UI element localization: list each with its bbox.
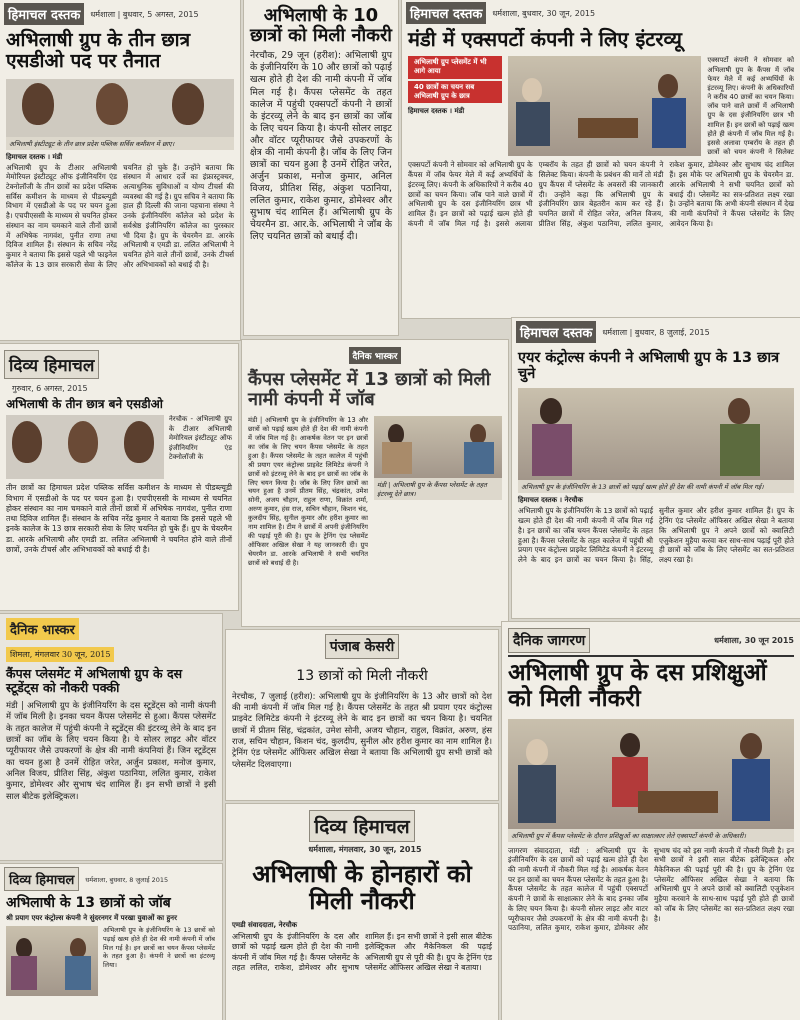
article-body: तीन छात्रों का हिमाचल प्रदेश पब्लिक सर्विस कमीशन के माध्यम से पीडब्ल्यूडी विभाग में एसडीओ के पद पर चयन हुआ है। एचपीएससी के माध्यम से चयनित होकर संस्थान का नाम चमकाने वाले तीनों छात्रों में अभिषेक नागवंश, पुनीत राणा तथा दिविज शामिल हैं। संस्थान के सचिव नरेंद्र कुमार ने बताया कि इससे पहले भी इनके कालेज के 13 छात्र सरकारी सेवा के लिए चयनित हो चुके हैं। ग्रुप के चेयरमैन डा. आरके अभिलाषी और एमडी डा. ललित अभिलाषी ने चयनित होने वाले तीनों छात्रों, उनके टीचर्स और अभिभावकों को बधाई दी है। bbox=[6, 483, 232, 554]
clip-bhaskar-thirteen bbox=[242, 340, 508, 626]
photo-caption: अभिलाषी इंस्टीट्यूट के तीन छात्र प्रदेश पब्लिक सर्विस कमीशन में छाए। bbox=[6, 137, 234, 150]
masthead: दिव्य हिमाचल bbox=[309, 810, 414, 842]
interview-photo bbox=[508, 56, 701, 156]
masthead: दैनिक भास्कर bbox=[6, 618, 79, 640]
sub-headline: श्री प्रयाग एयर कंट्रोल्स कंपनी ने सुंदरनगर में परखा युवाओं का हुनर bbox=[6, 913, 177, 922]
person bbox=[658, 74, 678, 98]
person-body bbox=[518, 765, 556, 823]
person-body bbox=[720, 424, 760, 476]
clip-punjab-kesari bbox=[226, 630, 498, 800]
interview-photo bbox=[518, 388, 794, 480]
photo-caption: मंडी | अभिलाषी ग्रुप के कैंपस प्लेसमेंट के तहत इंटरव्यू देते छात्र। bbox=[374, 478, 502, 500]
person-body bbox=[382, 442, 412, 474]
clip-air-controls-thirteen bbox=[512, 318, 800, 618]
dateline: शिमला, मंगलवार 30 जून, 2015 bbox=[6, 647, 114, 662]
highlight-bullet: 40 छात्रों का चयन सब अभिलाषी ग्रुप के छात्र bbox=[408, 81, 502, 103]
person bbox=[470, 424, 486, 444]
byline: हिमाचल दस्तक । नेरचौक bbox=[518, 496, 583, 505]
student-photos bbox=[6, 79, 234, 137]
byline: हिमाचल दस्तक । मंडी bbox=[6, 152, 63, 161]
masthead: पंजाब केसरी bbox=[325, 634, 399, 659]
article-body: अभिलाषी ग्रुप के टीआर अभिलाषी मेमोरियल इंस्टीट्यूट ऑफ इंजीनियरिंग एंड टेक्नोलॉजी के तीन छात्रों का प्रदेश पब्लिक सर्विस कमीशन के माध्यम से पीडब्ल्यूडी विभाग में एसडीओ के पद पर चयन हुआ है। एचपीएससी के माध्यम से चयनित होकर संस्थान का नाम चमकाने वाले तीनों छात्रों में अभिषेक नागवंश, पुनीत राणा तथा दिविज शामिल हैं। संस्थान के सचिव नरेंद्र कुमार ने बताया कि इससे पहले भी फाइनेल कॉलेज के 13 छात्र सरकारी सेवा के लिए चयनित हो चुके हैं। उन्होंने बताया कि संस्थान में आधार दर्जे का इंफ्रास्ट्रक्चर, अत्याधुनिक सुविधाओं व योग्य टीचर्स की व्यवस्था की गई है। ग्रुप सचिव ने बताया कि हाल ही दिल्ली की जाना पहचाना संस्था ने उनके इंजीनियरिंग कॉलेज को प्रदेश के सर्वश्रेष्ठ इंजीनियरिंग कॉलेज का पुरस्कार भी दिया है। ग्रुप के चेयरमैन डा. आरके अभिलाषी व एमडी डा. ललित अभिलाषी ने चयनित होने वाले तीनों छात्रों, उनके टीचर्स और अभिभावकों को बधाई दी है। bbox=[6, 162, 234, 269]
masthead: दिव्य हिमाचल bbox=[4, 350, 99, 379]
clip-jagran-ten bbox=[502, 622, 800, 1020]
article-body: एक्सपर्टो कंपनी ने सोमवार को अभिलाषी ग्रुप के कैंपस में जॉब फेयर मेले में कई अभ्यर्थियों के इंटरव्यू लिए। कंपनी के अधिकारियों ने करीब 40 छात्रों का चयन किया। जॉब पाने वाले छात्रों में अभिलाषी ग्रुप के दस इंजीनियरिंग छात्र भी शामिल हैं। इन छात्रों को पढ़ाई खत्म होते ही कंपनी में जॉब मिल गई है। इससे अलावा एम्बरॉय के तहत ही छात्रों को चयन कंपनी ने सिलेक्ट किया। कंपनी के प्रबंधन की मानें तो मंडी ग्रुप कैंपस में प्लेसमेंट के अवसरों की जानकारी दी। उन्होंने कहा कि अभिलाषी ग्रुप के इंजीनियरिंग छात्र बेहतरीन काम कर रहे हैं। चयनित छात्रों में रोहित जरेत, अनिल विजय, प्रीतिश सिंह, अंकुश पठानिया, ललित कुमार, राकेश कुमार, डोमेश्वर और सुभाष चंद शामिल हैं। इस मौके पर अभिलाषी ग्रुप के चेयरमैन डा. आरके अभिलाषी ने सभी चयनित छात्रों को बधाई दी। प्लेसमेंट का सत्र-प्रतिशत लक्ष्य रखा है। उन्होंने बताया कि अभी कंपनी संस्थान में देख की नामी कंपनियों ने कैंपस प्लेसमेंट के लिए आवेदन किया है। bbox=[408, 160, 794, 228]
headline: अभिलाषी के होनहारों को मिली नौकरी bbox=[252, 860, 472, 915]
article-body: नेरचौक, 7 जुलाई (हरीश): अभिलाषी ग्रुप के इंजीनियरिंग के 13 और छात्रों को देश की नामी कंपनी में जॉब मिल गई है। कैंपस प्लेसमेंट के तहत श्री प्रयाग एयर कंट्रोल्स प्राइवेट लिमिटेड कंपनी ने इंटरव्यू लेने के बाद इन छात्रों का चयन किया है। चयनित छात्रों में प्रीतम सिंह, चंद्रकांत, उमेश सोनी, अजय चौहान, राहुल, विक्रांत, अरुण, हंस राज, सचिन चौहान, किशन चंद, कुलदीप, सुनील और हरीश कुमार का नाम शामिल है। ट्रेनिंग एंड प्लेसमेंट ऑफिसर अखिल सेखा ने बताया कि अभिलाषी ग्रुप सभी छात्रों को प्लेसमेंट दिलवाएगा। bbox=[232, 690, 492, 769]
headline: अभिलाषी के 13 छात्रों को जॉब bbox=[6, 895, 171, 911]
person bbox=[522, 78, 542, 102]
headline: एयर कंट्रोल्स कंपनी ने अभिलाषी ग्रुप के 13 छात्र चुने bbox=[518, 350, 780, 383]
article-body: मंडी | अभिलाषी ग्रुप के इंजीनियरिंग के 13 और छात्रों को पढ़ाई खत्म होते ही देश की नामी कंपनी में जॉब मिल गई है। आकर्षक वेतन पर इन छात्रों का जॉब के लिए चयन कैंपस प्लेसमेंट के तहत हुआ है। कैंपस प्लेसमेंट के तहत कालेज में पहुंची श्री प्रयाग एयर कंट्रोल्स प्राइवेट लिमिटेड कंपनी ने छात्रों को इंटरव्यू लेने के बाद इन छात्रों का जॉब के लिए चयन किया है। जॉब के लिए जिन छात्रों का चयन हुआ है उनमें प्रीतम सिंह, चंद्रकांत, उमेश सोनी, अजय चौहान, राहुल राणा, विक्रांत शर्मा, अरुण कुमार, हंस राज, सचिन चौहान, किशन चंद, कुलदीप सिंह, सुनील कुमार और हरीश कुमार का नाम शामिल है। टीम ने छात्रों में अपनी इंजीनियरिंग की पढ़ाई पूरी की है। ग्रुप के ट्रेनिंग एंड प्लेसमेंट ऑफिसर अखिल सेखा ने यह जानकारी दी। ग्रुप चेयरमैन डा. आरके अभिलाषी ने सभी चयनित छात्रों को बधाई दी है। bbox=[248, 416, 368, 567]
dateline: गुरुवार, 6 अगस्त, 2015 bbox=[12, 384, 88, 393]
interview-photo bbox=[508, 719, 794, 829]
headline: कैंपस प्लेसमेंट में अभिलाषी ग्रुप के दस स्टूडेंट्स को नौकरी पक्की bbox=[6, 666, 183, 695]
clip-divya-himachal-honhar bbox=[226, 804, 498, 1020]
article-body: जागरण संवाददाता, मंडी : अभिलाषी ग्रुप के इंजीनियरिंग के दस छात्रों को पढ़ाई खत्म होते ही देश की नामी कंपनी में नौकरी मिल गई है। आकर्षक वेतन पर इन छात्रों का चयन कैंपस प्लेसमेंट के तहत हुआ है। कैंपस प्लेसमेंट के तहत कालेज में पहुंची एक्सपर्टो कंपनी ने छात्रों के साक्षात्कार लेने के बाद इनका जॉब के लिए चयन किया है। कंपनी सोलर लाइट और वाटर प्यूरीफायर जैसे उपकरणों के क्षेत्र की नामी कंपनी है। पठानिया, ललित कुमार, राकेश कुमार, डोमेश्वर और सुभाष चंद को इस नामी कंपनी में नौकरी मिली है। इन सभी छात्रों ने इसी साल बीटेक इलेक्ट्रिकल और मैकेनिकल की पढ़ाई पूरी की है। ग्रुप के ट्रेनिंग एंड प्लेसमेंट ऑफिसर अखिल सेखा ने बताया कि अभिलाषी ग्रुप ने अपने छात्रों को क्वालिटी एजुकेशन मुहैया करवाने के साथ-साथ पढ़ाई पूरी होते ही छात्रों को जॉब के लिए प्लेसमेंट का सत-प्रतिशत लक्ष्य रखा है। bbox=[508, 845, 794, 933]
student-face bbox=[68, 421, 98, 463]
masthead: दिव्य हिमाचल bbox=[4, 867, 79, 891]
person bbox=[728, 398, 750, 424]
article-side: नेरचौक - अभिलाषी ग्रुप के टीआर अभिलाषी मेमोरियल इंस्टीट्यूट ऑफ इंजीनियरिंग एंड टेक्नोलॉजी के bbox=[168, 415, 232, 462]
masthead: दैनिक जागरण bbox=[508, 628, 590, 653]
article-side: एक्सपर्टो कंपनी ने सोमवार को अभिलाषी ग्रुप के कैंपस में जॉब फेयर मेले में कई अभ्यर्थियों के इंटरव्यू लिए। कंपनी के अधिकारियों ने करीब 40 छात्रों का चयन किया। जॉब पाने वाले छात्रों में अभिलाषी ग्रुप के दस इंजीनियरिंग छात्र भी शामिल हैं। इन छात्रों को पढ़ाई खत्म होते ही कंपनी में जॉब मिल गई है। इससे अलावा एम्बरॉय के तहत ही छात्रों को चयन कंपनी ने सिलेक्ट bbox=[707, 56, 794, 157]
clip-expertto-interview bbox=[402, 0, 800, 318]
person-body bbox=[652, 98, 686, 148]
headline: मंडी में एक्सपर्टो कंपनी ने लिए इंटरव्यू bbox=[408, 27, 682, 51]
student-face bbox=[96, 83, 128, 125]
dateline: धर्मशाला, 30 जून 2015 bbox=[714, 636, 794, 645]
dateline: धर्मशाला, मंगलवार, 30 जून, 2015 bbox=[308, 845, 422, 854]
table bbox=[638, 791, 718, 813]
byline: एमडी संवाददाता, नेरचौक bbox=[232, 920, 298, 929]
article-body: अभिलाषी ग्रुप के इंजीनियरिंग के 13 छात्रों को पढ़ाई खत्म होते ही देश की नामी कंपनी में जॉब मिल गई है। इन छात्रों का चयन कैंपस प्लेसमेंट के तहत हुआ है। कंपनी ने छात्रों का इंटरव्यू लिया। bbox=[103, 926, 215, 970]
photo-caption: अभिलाषी ग्रुप के इंजीनियरिंग के 13 छात्रों को पढ़ाई खत्म होते ही देश की नामी कंपनी में जॉब मिल गई। bbox=[518, 480, 794, 493]
masthead: हिमाचल दस्तक bbox=[516, 321, 596, 343]
student-face bbox=[124, 421, 154, 463]
interview-photo bbox=[6, 926, 98, 996]
person-body bbox=[464, 442, 494, 474]
headline: कैंपस प्लेसमेंट में 13 छात्रों को मिली नामी कंपनी में जॉब bbox=[248, 369, 491, 411]
headline: 13 छात्रों को मिली नौकरी bbox=[296, 668, 428, 684]
person-body bbox=[732, 759, 770, 821]
student-face bbox=[22, 83, 54, 125]
table bbox=[578, 118, 638, 138]
article-body: नेरचौक, 29 जून (हरीश): अभिलाषी ग्रुप के इंजीनियरिंग के 10 और छात्रों को पढ़ाई खत्म होते ही देश की नामी कंपनी में जॉब मिल गई है। कैंपस प्लेसमेंट के तहत कालेज में पहुंची एक्सपर्टो कंपनी ने छात्रों के इंटरव्यू लेने के बाद इन छात्रों का जॉब के लिए चयन किया है। कंपनी सोलर लाइट और वॉटर प्यूरीफायर जैसे उपकरणों के क्षेत्र की नामी कंपनी है। जॉब के लिए जिन छात्रों का चयन हुआ है उनमें रोहित जरेत, अर्जुन प्रकाश, मनोज कुमार, अनिल विजय, प्रीतिश सिंह, अंकुश पठानिया, ललित कुमार, राकेश कुमार, डोमेश्वर और सुभाष चंद शामिल हैं। अभिलाषी ग्रुप के चेयरमैन डा. आर.के. अभिलाषी ने जॉब के लिए चयनित छात्रों को बधाई दी। bbox=[250, 50, 392, 243]
byline: हिमाचल दस्तक । मंडी bbox=[408, 106, 465, 115]
clip-divya-himachal-thirteen bbox=[0, 864, 222, 1020]
headline: अभिलाषी के 10 छात्रों को मिली नौकरी bbox=[250, 5, 392, 47]
student-photos bbox=[6, 415, 164, 479]
masthead: हिमाचल दस्तक bbox=[406, 2, 486, 24]
headline: अभिलाषी ग्रुप के तीन छात्र एसडीओ पद पर तैनात bbox=[6, 29, 191, 73]
person bbox=[16, 938, 32, 958]
clip-ten-students-job bbox=[244, 0, 398, 335]
headline: अभिलाषी ग्रुप के दस प्रशिक्षुओं को मिली नौकरी bbox=[508, 660, 767, 712]
interview-photo bbox=[374, 416, 502, 478]
person-body bbox=[11, 956, 37, 990]
dateline: धर्मशाला | बुधवार, 5 अगस्त, 2015 bbox=[90, 9, 199, 19]
student-face bbox=[12, 421, 42, 463]
person bbox=[526, 739, 548, 765]
clip-bhaskar-ten bbox=[0, 614, 222, 860]
person bbox=[740, 733, 762, 759]
masthead: दैनिक भास्कर bbox=[349, 347, 402, 364]
article-body: अभिलाषी ग्रुप के इंजीनियरिंग के 13 छात्रों को पढ़ाई खत्म होते ही देश की नामी कंपनी में जॉब मिल गई है। इन छात्रों का जॉब चयन कैंपस प्लेसमेंट के तहत हुआ है। कैंपस प्लेसमेंट के तहत कालेज में पहुंची श्री प्रयाग एयर कंट्रोल्स प्राइवेट लिमिटेड कंपनी ने इंटरव्यू लेने के बाद इन छात्रों का चयन किया है। सिंह, सुनील कुमार और हरीश कुमार शामिल हैं। ग्रुप के ट्रेनिंग एंड प्लेसमेंट ऑफिसर अखिल सेखा ने बताया कि अभिलाषी ग्रुप ने अपने छात्रों को क्वालिटी एजुकेशन मुहैया करवा कर साथ-साथ पढ़ाई पूरी होते ही छात्रों को जॉब के लिए प्लेसमेंट का सत-प्रतिशत लक्ष्य रखा है। bbox=[518, 506, 794, 565]
masthead: हिमाचल दस्तक bbox=[4, 3, 84, 25]
dateline: धर्मशाला, बुधवार, 8 जुलाई 2015 bbox=[85, 875, 169, 884]
article-body: अभिलाषी ग्रुप के इंजीनियरिंग के दस और छात्रों को पढ़ाई खत्म होते ही देश की नामी कंपनी में जॉब मिल गई है। कैंपस प्लेसमेंट के तहत ललित, राकेश, डोमेश्वर और सुभाष शामिल हैं। इन सभी छात्रों ने इसी साल बीटेक इलेक्ट्रिकल और मैकेनिकल की पढ़ाई अभिलाषी ग्रुप से पूरी की है। ग्रुप के ट्रेनिंग एंड प्लेसमेंट ऑफिसर अखिल सेखा ने बताया। bbox=[232, 931, 492, 973]
person bbox=[70, 938, 86, 958]
person-body bbox=[516, 102, 550, 146]
dateline: धर्मशाला | बुधवार, 8 जुलाई, 2015 bbox=[602, 327, 710, 337]
person-body bbox=[532, 424, 572, 476]
highlight-bullet: अभिलाषी ग्रुप प्लेसमेंट में भी आगे आया bbox=[408, 56, 502, 78]
person bbox=[540, 398, 562, 424]
person-body bbox=[65, 956, 91, 990]
person bbox=[620, 733, 640, 757]
student-face bbox=[172, 83, 204, 125]
photo-caption: अभिलाषी ग्रुप में कैंपस प्लेसमेंट के दौरान प्रशिक्षुओं का साक्षात्कार लेते एक्सपर्टो कंपनी के अधिकारी। bbox=[508, 829, 794, 842]
dateline: धर्मशाला, बुधवार, 30 जून, 2015 bbox=[492, 8, 596, 18]
clip-himachal-dastak-sdo bbox=[0, 0, 240, 340]
headline: अभिलाषी के तीन छात्र बने एसडीओ bbox=[6, 397, 163, 411]
clip-divya-himachal-sdo bbox=[0, 344, 238, 610]
article-body: मंडी | अभिलाषी ग्रुप के इंजीनियरिंग के दस स्टूडेंट्स को नामी कंपनी में जॉब मिली है। इनका चयन कैंपस प्लेसमेंट से हुआ। कैंपस प्लेसमेंट के तहत कालेज में पहुंची कंपनी ने स्टूडेंट्स की इंटरव्यू लेने के बाद इन छात्रों का जॉब के लिए चयन किया है। ये सोलर लाइट और वॉटर प्यूरीफायर जैसे उपकरणों के क्षेत्र की नामी कंपनियां हैं। जिन स्टूडेंट्स का चयन हुआ है उनमें रोहित जरेत, अर्जुन प्रकाश, मनोज कुमार, अनिल विजय, प्रीतिश सिंह, अंकुश पठानिया, ललित कुमार, राकेश कुमार, डोमेश्वर और सुभाष चंद शामिल हैं। इन सभी छात्रों ने इसी साल बीटेक इलेक्ट्रिकल। bbox=[6, 700, 216, 801]
person bbox=[388, 424, 404, 444]
